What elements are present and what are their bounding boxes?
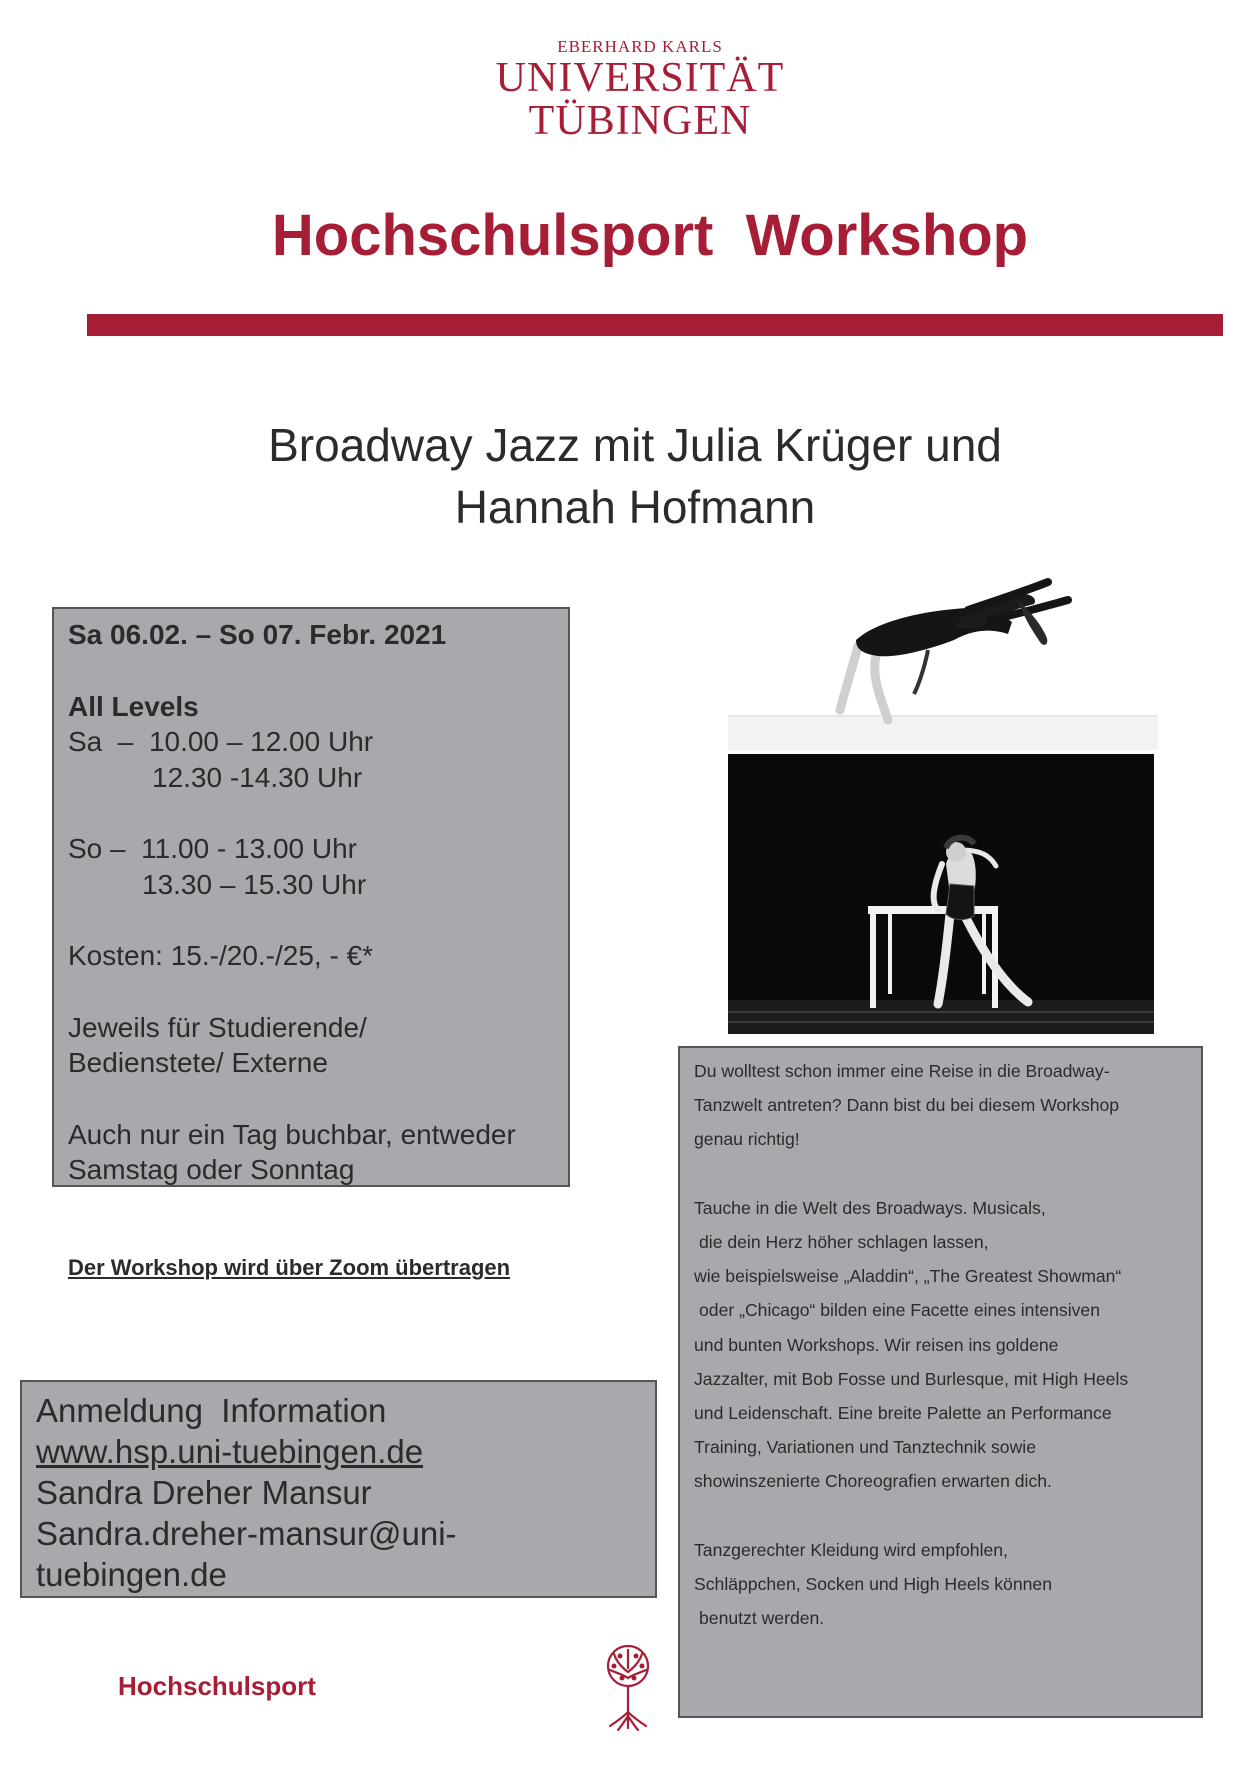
description-text: genau richtig! [694, 1129, 800, 1150]
sunday-slot-1: So – 11.00 - 13.00 Uhr [68, 833, 357, 864]
description-text: Tanzgerechter Kleidung wird empfohlen, [694, 1539, 1008, 1560]
schedule-dates: Sa 06.02. – So 07. Febr. 2021 [68, 619, 447, 650]
description-text: benutzt werden. [699, 1608, 825, 1629]
contact-email-line-1[interactable]: Sandra.dreher-mansur@uni- [36, 1515, 457, 1552]
description-text: und Leidenschaft. Eine breite Palette an Performance [694, 1403, 1112, 1424]
logo-line-3: TÜBINGEN [528, 98, 752, 144]
description-text: Jazzalter, mit Bob Fosse und Burlesque, mit High Heels [694, 1368, 1129, 1389]
description-text: Du wolltest schon immer eine Reise in die Broadway- [694, 1061, 1110, 1081]
description-text: showinszenierte Choreografien erwarten dich. [694, 1471, 1052, 1492]
schedule-level: All Levels [68, 690, 199, 722]
tree-icon [600, 1642, 656, 1732]
saturday-slot-2: 12.30 -14.30 Uhr [152, 761, 363, 793]
university-logo [490, 38, 790, 142]
contact-name: Sandra Dreher Mansur [36, 1474, 372, 1511]
schedule-box [52, 607, 570, 1187]
subtitle-line-1: Broadway Jazz mit Julia Krüger und [268, 419, 1002, 471]
description-text: oder „Chicago“ bilden eine Facette eines intensiven [699, 1300, 1100, 1321]
contact-box [20, 1380, 657, 1598]
booking-note-line-2: Samstag oder Sonntag [68, 1154, 355, 1185]
contact-heading: Anmeldung Information [36, 1392, 387, 1429]
dancer-photo-stage [728, 754, 1154, 1034]
subtitle-line-2: Hannah Hofmann [454, 481, 816, 533]
description-box [678, 1046, 1203, 1718]
description-text: Tauche in die Welt des Broadways. Musicals, [694, 1197, 1046, 1218]
contact-email-line-2[interactable]: tuebingen.de [36, 1556, 227, 1593]
logo-line-2: UNIVERSITÄT [495, 55, 785, 101]
website-link[interactable]: www.hsp.uni-tuebingen.de [36, 1433, 424, 1470]
zoom-note: Der Workshop wird über Zoom übertragen [68, 1255, 511, 1280]
title-divider [87, 314, 1223, 336]
description-text: Training, Variationen und Tanztechnik sowie [694, 1437, 1036, 1458]
page-title: Hochschulsport Workshop [271, 203, 1029, 268]
description-text: wie beispielsweise „Aladdin“, „The Greatest Showman“ [694, 1266, 1122, 1287]
target-group-line-1: Jeweils für Studierende/ [68, 1011, 367, 1043]
description-text: und bunten Workshops. Wir reisen ins goldene [694, 1334, 1059, 1355]
description-text: Tanzwelt antreten? Dann bist du bei diesem Workshop [694, 1095, 1120, 1116]
dancer-photo-top [728, 570, 1158, 750]
target-group-line-2: Bedienstete/ Externe [68, 1047, 328, 1078]
schedule-costs: Kosten: 15.-/20.-/25, - €* [68, 940, 374, 971]
workshop-subtitle [0, 414, 1260, 538]
saturday-slot-1: Sa – 10.00 – 12.00 Uhr [68, 726, 374, 757]
description-text: die dein Herz höher schlagen lassen, [699, 1232, 989, 1252]
logo-line-1: EBERHARD KARLS [557, 37, 723, 56]
footer-label: Hochschulsport [118, 1671, 316, 1701]
sunday-slot-2: 13.30 – 15.30 Uhr [142, 868, 367, 900]
description-text: Schläppchen, Socken und High Heels können [694, 1574, 1052, 1595]
booking-note-line-1: Auch nur ein Tag buchbar, entweder [68, 1118, 516, 1150]
